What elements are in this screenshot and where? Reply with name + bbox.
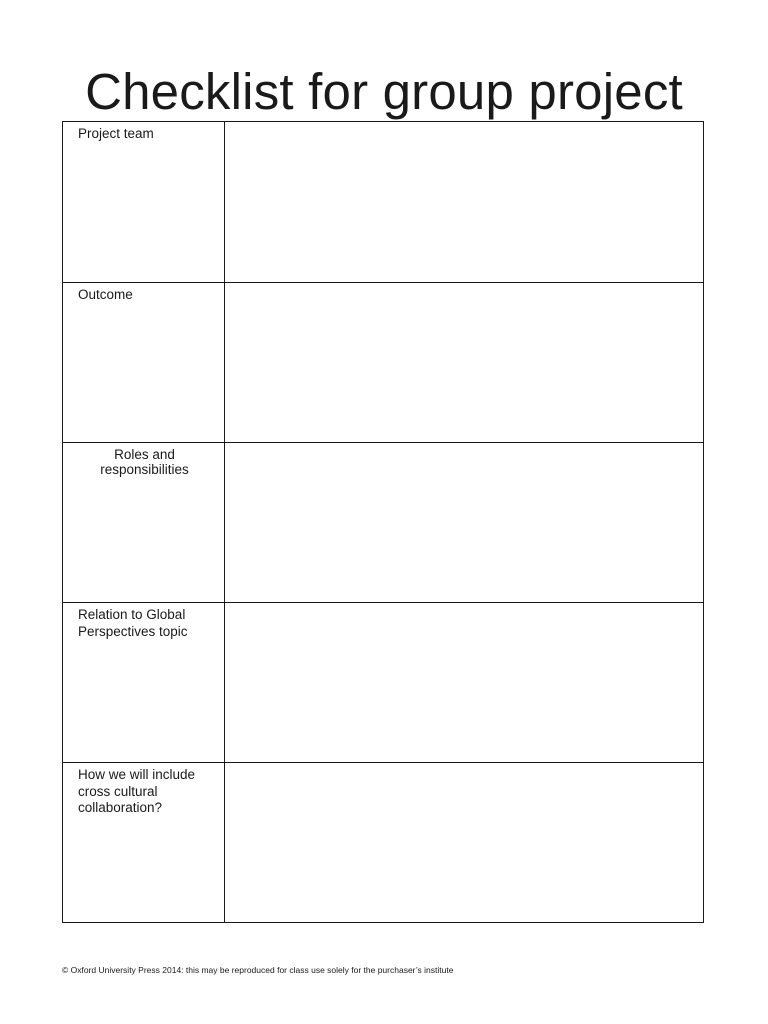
row-roles	[63, 442, 703, 602]
row-project-team	[63, 122, 703, 282]
label-roles: Roles and responsibilities	[63, 443, 225, 602]
label-collaboration: How we will include cross cultural collaboration?	[63, 763, 225, 922]
label-relation: Relation to Global Perspectives topic	[63, 603, 225, 762]
answer-project-team[interactable]	[225, 122, 703, 282]
row-collaboration	[63, 762, 703, 922]
checklist-table	[62, 121, 704, 923]
answer-outcome[interactable]	[225, 283, 703, 442]
answer-relation[interactable]	[225, 603, 703, 762]
copyright-footer: © Oxford University Press 2014: this may be reproduced for class use solely for the purchaser’s institute	[62, 965, 454, 975]
row-outcome	[63, 282, 703, 442]
row-relation	[63, 602, 703, 762]
label-project-team: Project team	[63, 122, 225, 282]
page-title: Checklist for group project	[85, 63, 683, 120]
label-outcome: Outcome	[63, 283, 225, 442]
answer-collaboration[interactable]	[225, 763, 703, 922]
answer-roles[interactable]	[225, 443, 703, 602]
